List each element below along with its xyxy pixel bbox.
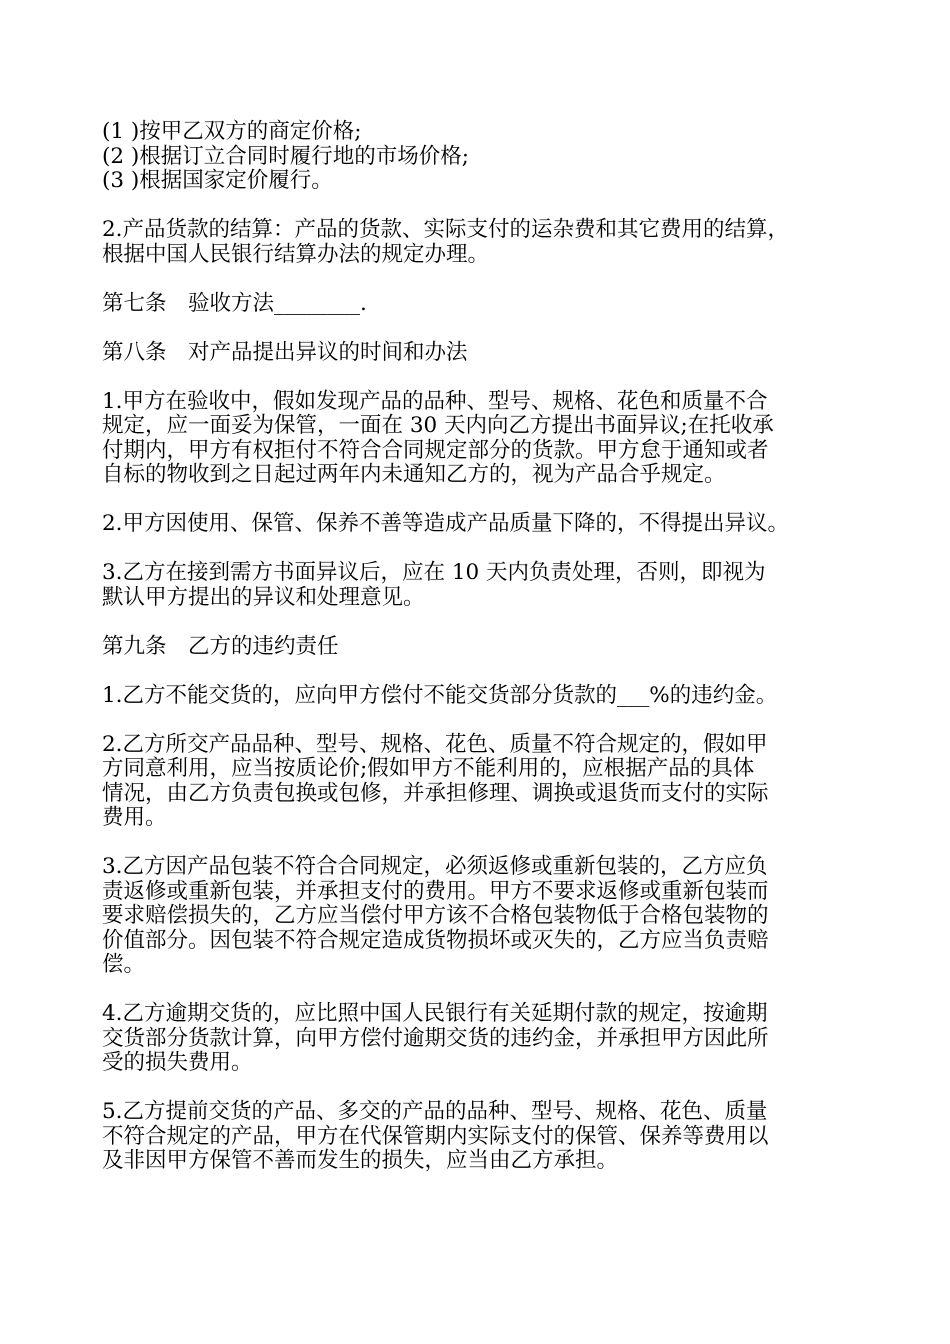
paragraph-spacer	[102, 610, 858, 635]
paragraph	[102, 561, 858, 610]
text-line: 默认甲方提出的异议和处理意见。	[102, 584, 425, 610]
text-line: 第九条 乙方的违约责任	[102, 633, 339, 659]
text-line: 5.乙方提前交货的产品、多交的产品的品种、型号、规格、花色、质量	[102, 1099, 768, 1124]
paragraph	[102, 635, 858, 660]
paragraph-spacer	[102, 1076, 858, 1101]
text-line: 1.乙方不能交货的，应向甲方偿付不能交货部分货款的___%的违约金。	[102, 682, 778, 708]
text-line: 自标的物收到之日起过两年内未通知乙方的，视为产品合乎规定。	[102, 462, 726, 487]
text-line: 不符合规定的产品，甲方在代保管期内实际支付的保管、保养等费用以	[102, 1123, 769, 1149]
paragraph-spacer	[102, 537, 858, 562]
paragraph	[102, 292, 858, 317]
paragraph-spacer	[102, 316, 858, 341]
text-line: 2.乙方所交产品品种、型号、规格、花色、质量不符合规定的，假如甲	[102, 731, 768, 757]
paragraph	[102, 1100, 858, 1174]
text-line: 3.乙方因产品包装不符合合同规定，必须返修或重新包装的，乙方应负	[102, 854, 768, 879]
text-line: 2.甲方因使用、保管、保养不善等造成产品质量下降的，不得提出异议。	[102, 511, 790, 536]
text-line: 第八条 对产品提出异议的时间和办法	[102, 339, 468, 365]
text-line: 第七条 验收方法________.	[102, 290, 367, 316]
paragraph-spacer	[102, 194, 858, 219]
paragraph-spacer	[102, 708, 858, 733]
text-line: 情况，由乙方负责包换或包修，并承担修理、调换或退货而支付的实际	[102, 780, 769, 806]
text-line: 责返修或重新包装，并承担支付的费用。甲方不要求返修或重新包装而	[102, 878, 769, 904]
text-line: 根据中国人民银行结算办法的规定办理。	[102, 241, 490, 267]
text-line: 4.乙方逾期交货的，应比照中国人民银行有关延期付款的规定，按逾期	[102, 1001, 768, 1026]
text-line: 受的损失费用。	[102, 1050, 253, 1075]
text-line: 3.乙方在接到需方书面异议后，应在 10 天内负责处理，否则，即视为	[102, 560, 766, 585]
paragraph	[102, 120, 858, 194]
document-page	[102, 120, 858, 1174]
paragraph	[102, 218, 858, 267]
paragraph	[102, 684, 858, 709]
text-line: 方同意利用，应当按质论价;假如甲方不能利用的，应根据产品的具体	[102, 756, 755, 781]
text-line: 要求赔偿损失的，乙方应当偿付甲方该不合格包装物低于合格包装物的	[102, 903, 769, 928]
paragraph	[102, 341, 858, 366]
text-line: (3 )根据国家定价履行。	[102, 168, 333, 193]
text-line: 费用。	[102, 805, 167, 830]
text-line: 价值部分。因包装不符合规定造成货物损坏或灭失的，乙方应当负责赔	[102, 927, 769, 953]
text-line: 规定，应一面妥为保管，一面在 30 天内向乙方提出书面异议;在托收承	[102, 413, 774, 438]
paragraph	[102, 1002, 858, 1076]
paragraph-spacer	[102, 365, 858, 390]
text-line: (1 )按甲乙双方的商定价格;	[102, 119, 362, 144]
paragraph-spacer	[102, 831, 858, 856]
paragraph	[102, 855, 858, 978]
paragraph-spacer	[102, 267, 858, 292]
text-line: 2.产品货款的结算：产品的货款、实际支付的运杂费和其它费用的结算，	[102, 217, 790, 242]
paragraph-spacer	[102, 659, 858, 684]
paragraph-spacer	[102, 488, 858, 513]
paragraph-spacer	[102, 978, 858, 1003]
text-line: 1.甲方在验收中，假如发现产品的品种、型号、规格、花色和质量不合	[102, 388, 768, 414]
text-line: (2 )根据订立合同时履行地的市场价格;	[102, 143, 470, 169]
paragraph	[102, 512, 858, 537]
text-line: 付期内，甲方有权拒付不符合合同规定部分的货款。甲方怠于通知或者	[102, 437, 769, 463]
text-line: 交货部分货款计算，向甲方偿付逾期交货的违约金，并承担甲方因此所	[102, 1025, 769, 1051]
paragraph	[102, 733, 858, 831]
text-line: 偿。	[102, 952, 146, 977]
paragraph	[102, 390, 858, 488]
text-line: 及非因甲方保管不善而发生的损失，应当由乙方承担。	[102, 1148, 619, 1173]
